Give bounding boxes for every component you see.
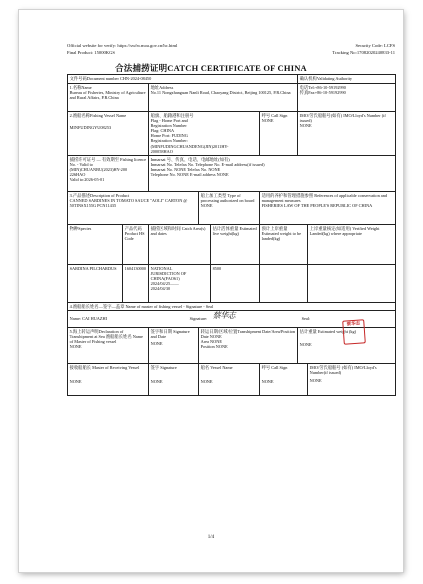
licence-value-line: Valid to:2026-05-01 (69, 177, 105, 183)
authority-name-value: Bureau of Fisheries, Ministry of Agriculture and Rural Affairs, P.R.China (69, 90, 146, 101)
vessel-flag-line: Registration Number: (150, 138, 188, 144)
vessel-flag-line: Flag - Home Port and (150, 118, 188, 124)
receiving-master-cell (68, 364, 149, 396)
verify-website: Official website for verify: https://swfw.moa.gov.cn/hc.html (67, 43, 178, 48)
licence-value-line: (MIN)CHUANBU(2023)HY-200 (69, 167, 128, 173)
transhipment-signature-value: NONE (150, 341, 163, 347)
page-number: 1/4 (207, 535, 215, 540)
vessel-flag-line: (MINFUDINGCHUANDENG(JIN)2011HY- (150, 143, 229, 149)
contact-line: Telephone No. NONE E-mail address NONE (150, 172, 229, 178)
vessel-name-cell (68, 112, 149, 156)
receiving-callsign-cell (260, 364, 308, 396)
receiving-vessel-label: 船名 Vessel Name (200, 365, 233, 371)
management-measures-label: 适用的养护和管理措施参照 References of applicable conservation and management measures (261, 193, 388, 204)
master-heading: 4.渔船船长姓名—签字—盖章 Name of master of fishing vessel - Signature - Seal (68, 303, 396, 311)
receiving-callsign-label: 呼号 Call Sign (261, 365, 288, 371)
catch-header-live-weight: 估计活体重量 Estimated live weight(kg) (211, 225, 260, 265)
vessel-flag-cell (149, 112, 260, 156)
receiving-imo-label: IMO/劳氏船舶号 (如有) IMO/Lloyd's Number(if issued) (309, 365, 377, 376)
transhipment-details-label: 转运日期/区域/位置Transhipment Date/Area/Position (200, 329, 296, 335)
catch-certificate-table (67, 74, 396, 396)
vessel-flag-line: Home Port: FUDING (150, 133, 188, 139)
transhipment-detail-line: Date NONE (200, 334, 222, 340)
master-signature: 蔡华志 (212, 311, 236, 321)
seal-label: Seal: (301, 316, 311, 322)
authority-address-value: No.11 Nongzhanguan Nanli Road, Chaoyang District, Beijing 100125, P.R.China (150, 90, 291, 96)
catch-live-weight: 8500 (211, 265, 260, 303)
receiving-master-label: 接收船船长 Master of Receiving Vessel (69, 365, 140, 371)
licence-label: 捕捞许可证号 — 有效期至 Fishing licence No. - Valid to (69, 157, 147, 168)
authority-name-label: 1.名称Name (69, 85, 92, 90)
catch-header-species: 物种Species (68, 225, 123, 265)
catch-header-area: 捕捞区域和时间 Catch Area(s) and dates (149, 225, 211, 265)
vessel-imo-cell (298, 112, 396, 156)
authority-contact-cell (298, 84, 396, 112)
transhipment-weight-label: 估计重量 Estimated weight (kg) (299, 329, 357, 335)
catch-header-hs-code: 产品代码 Product HS Code (123, 225, 149, 265)
receiving-vessel-value: NONE (200, 379, 213, 385)
vessel-flag-line: Registration Number (150, 123, 187, 129)
vessel-imo-label: IMO/劳氏船舶号(如有) IMO/Lloyd's Number (if issued) (299, 113, 386, 124)
receiving-signature-value: NONE (150, 379, 163, 385)
transhipment-weight-value: NONE (299, 342, 312, 348)
authority-fax: 传真Fax+86-10-59192990 (299, 90, 346, 96)
vessel-callsign-value: NONE (261, 118, 274, 124)
master-seal-stamp: 蔡华志 (342, 319, 366, 344)
vessel-name-label: 2.渔船名称Fishing Vessel Name (69, 113, 127, 118)
final-product: Final Product: 15000KGS (67, 50, 115, 55)
management-measures-value: FISHERIES LAW OF THE PEOPLE'S REPUBLIC OF CHINA (261, 203, 373, 209)
product-description-value: CANNED SARDINES IN TOMATO SAUCE "AOLI" CARTON @ 50TINSX155G PCN11435 (69, 198, 188, 209)
catch-area-line: JURISDICTION OF (150, 271, 187, 277)
authority-address-label: 地址Address (150, 85, 174, 90)
transhipment-details-cell (199, 328, 298, 364)
vessel-name-value: MINFUDINGYU08253 (69, 125, 112, 131)
transhipment-detail-line: Area NONE (200, 339, 222, 345)
contact-line: Inmarsat No. Telefax No. Telephone No. E-mail address(if issued) (150, 162, 265, 168)
receiving-signature-label: 签字 Signature (150, 365, 177, 371)
receiving-imo-value: NONE (309, 378, 322, 384)
catch-verified-weight (308, 265, 396, 303)
catch-area-cell (149, 265, 211, 303)
authority-tel: 电话Tel:+86-10-59192990 (299, 85, 346, 90)
vessel-flag-line: 200058HAO (150, 148, 173, 154)
processing-type-cell (199, 192, 260, 225)
contact-line: Inmarsat 号、传真、电话、电邮地址(如有) (150, 157, 230, 162)
processing-type-label: 船上加工类型 Type of processing authorized on board (200, 193, 255, 204)
authority-name-cell (68, 84, 149, 112)
document-page (19, 10, 403, 572)
receiving-vessel-cell (199, 364, 260, 396)
licence-contacts-cell (149, 156, 396, 192)
validating-authority: 确认机构Validating Authority (298, 75, 396, 84)
receiving-imo-cell (308, 364, 396, 396)
licence-cell (68, 156, 149, 192)
licence-value-line: 226HAO (69, 172, 86, 178)
document-number: 文件号码Document number CHN-2024-08450 (68, 75, 298, 84)
catch-area-line: 2024/04/30 (150, 286, 171, 292)
catch-area-line: NATIONAL (150, 266, 173, 271)
master-name: Name: CAI HUAZHI (69, 316, 108, 322)
transhipment-detail-line: Position NONE (200, 344, 228, 350)
security-code: Security Code: LCFS (355, 43, 395, 48)
catch-header-verified-weight: 上岸重量核定(如适用) Verified Weight Landed(kg) where appropriate (308, 225, 396, 265)
catch-area-line: CHINA(FAO61) (150, 276, 180, 282)
receiving-signature-cell (149, 364, 199, 396)
transhipment-declaration-value: NONE (69, 344, 82, 350)
tracking-number: Tracking No:17082020240833-11 (332, 50, 395, 55)
product-description-label: 3.产品描述Description of Product (69, 193, 130, 198)
vessel-flag-label: 船旗、船籍港和注册号 (150, 113, 194, 118)
contact-line: Inmarsat No. NONE Telefax No. NONE (150, 167, 221, 173)
management-measures-cell (260, 192, 396, 225)
catch-header-landed-weight: 预计上岸重量 Estimated weight to be landed(kg) (260, 225, 308, 265)
catch-species: SARDINA PILCHARDUS (68, 265, 123, 303)
transhipment-declaration-cell (68, 328, 149, 364)
vessel-callsign-cell (260, 112, 298, 156)
vessel-flag-line: Flag: CHINA (150, 128, 175, 134)
transhipment-signature-label: 签字和日期 Signature and Date (150, 329, 190, 340)
catch-landed-weight (260, 265, 308, 303)
document-title: 合法捕捞证明CATCH CERTIFICATE OF CHINA (115, 63, 307, 73)
receiving-callsign-value: NONE (261, 379, 274, 385)
vessel-callsign-label: 呼号 Call Sign (261, 113, 288, 118)
processing-type-value: NONE (200, 203, 213, 209)
catch-hs-code: 1604130000 (123, 265, 149, 303)
vessel-imo-value: NONE (299, 123, 312, 129)
receiving-master-value: NONE (69, 379, 82, 385)
signature-label: Signature: (189, 316, 208, 322)
transhipment-declaration-label: 5.海上转运声明Declaration of Transhipment at Sea 渔船船长姓名 Name of Master of Fishing vessel (69, 329, 143, 345)
authority-address-cell (149, 84, 298, 112)
catch-area-line: 2024/04/25—— (150, 281, 179, 287)
product-description-cell (68, 192, 199, 225)
transhipment-signature-cell (149, 328, 199, 364)
